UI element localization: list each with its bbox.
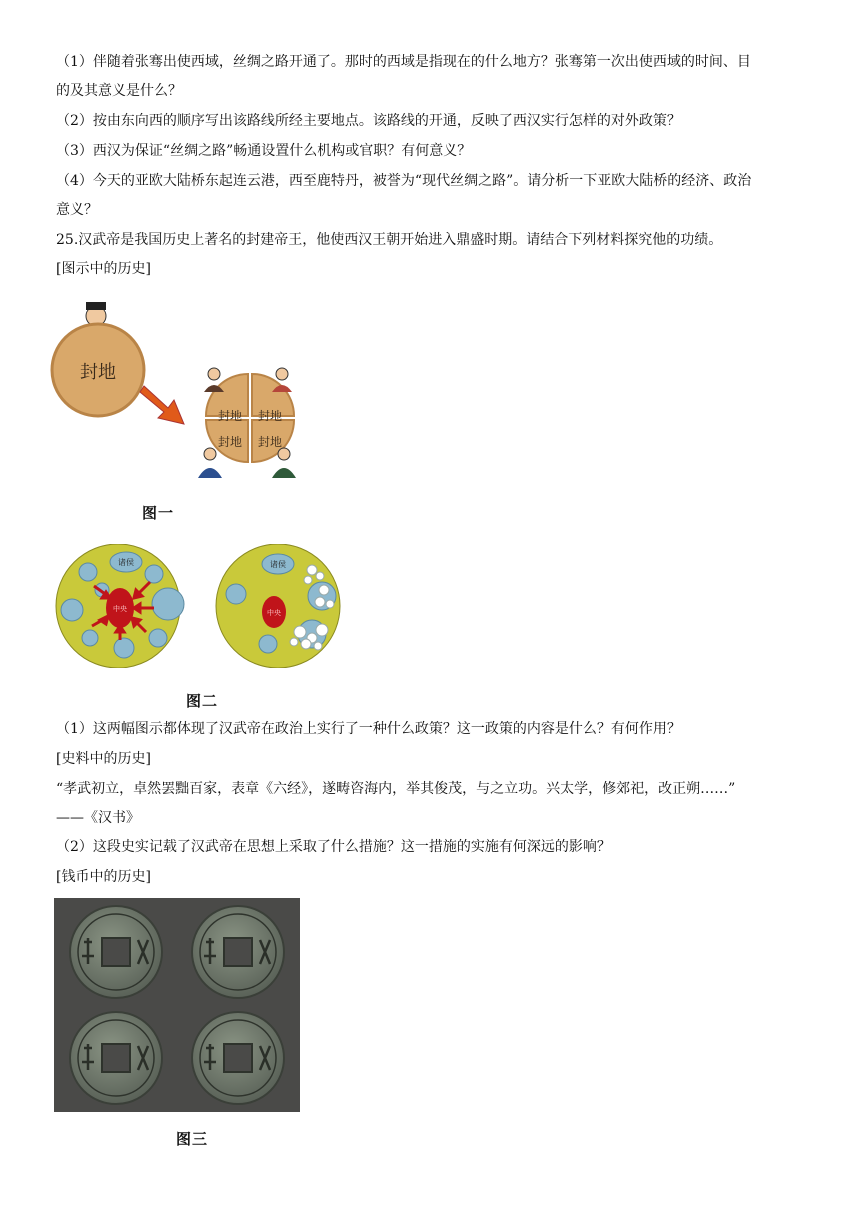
question-24-2: （2）按由东向西的顺序写出该路线所经主要地点。该路线的开通，反映了西汉实行怎样的对外政策？: [56, 113, 681, 129]
figure-1-caption: 图一: [142, 504, 175, 522]
historical-quote: “孝武初立，卓然罢黜百家，表章《六经》，遂畴咨海内，举其俊茂，与之立功。兴太学，修郊祀，改正朔……”: [56, 781, 736, 797]
question-24-4-line2: 意义？: [56, 202, 98, 218]
small-fief-label: 封地: [217, 409, 243, 423]
question-24-1-line2: 的及其意义是什么？: [56, 83, 182, 99]
large-fief-label: 封地: [80, 362, 116, 383]
small-fief-label: 封地: [217, 435, 243, 449]
left-center-label: 中央: [113, 605, 127, 613]
figure-1-fief-diagram: [48, 294, 308, 494]
question-25-intro: 25.汉武帝是我国历史上著名的封建帝王，他使西汉王朝开始进入鼎盛时期。请结合下列材料探究他的功绩。: [56, 232, 723, 248]
quote-source: ——《汉书》: [56, 810, 140, 826]
question-24-3: （3）西汉为保证“丝绸之路”畅通设置什么机构或官职？有何意义？: [56, 143, 472, 159]
coin: [70, 1012, 162, 1104]
left-vassal-label: 诸侯: [118, 558, 134, 567]
coin: [192, 906, 284, 998]
question-24-1-line1: （1）伴随着张骞出使西域，丝绸之路开通了。那时的西域是指现在的什么地方？张骞第一次出使西域的时间、目: [56, 54, 751, 70]
arrow-icon: [140, 386, 184, 424]
section-heading-sources: [史料中的历史]: [56, 751, 151, 767]
section-heading-diagrams: [图示中的历史]: [56, 261, 151, 277]
figure-3-caption: 图三: [176, 1130, 209, 1148]
coin: [70, 906, 162, 998]
right-vassal-label: 诸侯: [270, 560, 286, 569]
right-center-label: 中央: [267, 609, 281, 617]
section-heading-coins: [钱币中的历史]: [56, 869, 151, 885]
question-25-1: （1）这两幅图示都体现了汉武帝在政治上实行了一种什么政策？这一政策的内容是什么？有何作用？: [56, 721, 681, 737]
small-fief-label: 封地: [257, 409, 283, 423]
figure-3-coin-photo: [54, 898, 300, 1112]
figure-2-centralization-diagram: [50, 544, 346, 668]
question-25-2: （2）这段史实记载了汉武帝在思想上采取了什么措施？这一措施的实施有何深远的影响？: [56, 839, 611, 855]
figure-2-caption: 图二: [186, 692, 219, 710]
question-24-4-line1: （4）今天的亚欧大陆桥东起连云港，西至鹿特丹，被誉为“现代丝绸之路”。请分析一下亚欧大陆桥的经济、政治: [56, 173, 752, 189]
coin: [192, 1012, 284, 1104]
small-fief-label: 封地: [257, 435, 283, 449]
